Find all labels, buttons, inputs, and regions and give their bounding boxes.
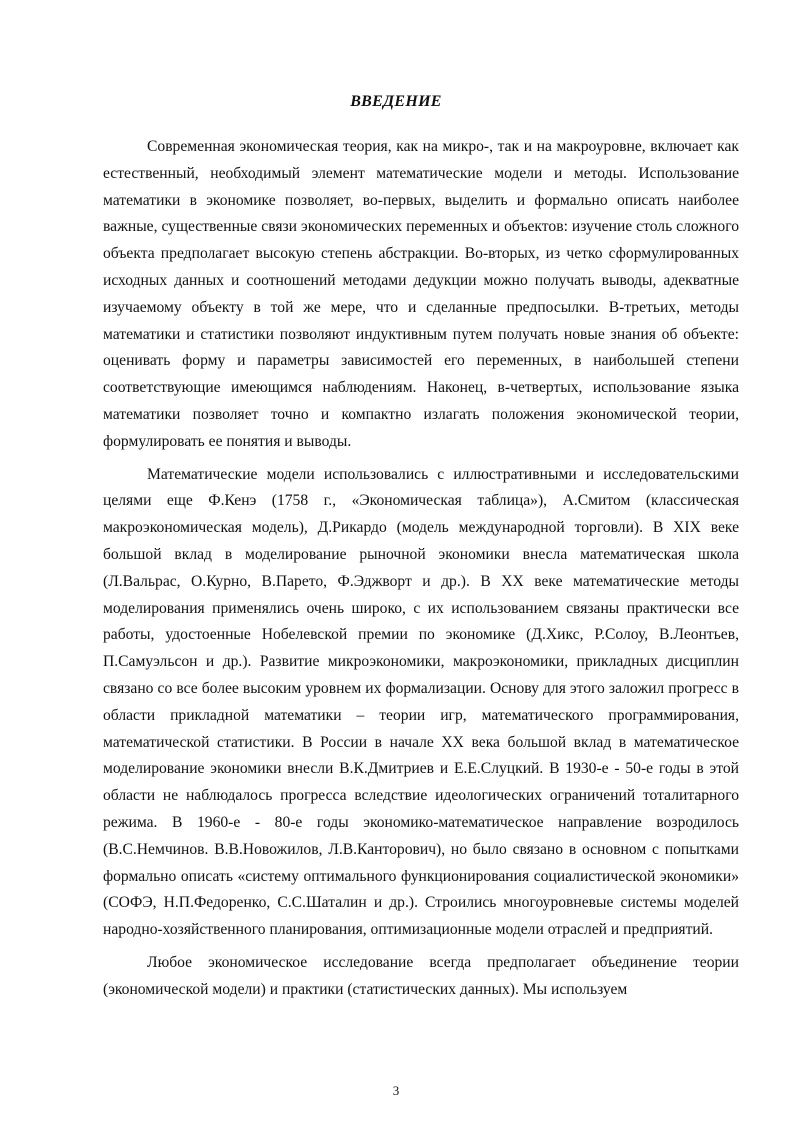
paragraph-history: Математические модели использовались с иллюстративными и исследовательскими целями еще Ф.Кенэ (1758 г., «Экономическая таблица»), А.Смитом (классическая макроэкономическая модель), Д.Рикардо (модель международной торговли). В XIX веке большой вклад в моделирование рыночной экономики внесла математическая школа (Л.Вальрас, О.Курно, В.Парето, Ф.Эджворт и др.). В XX веке математические методы моделирования применялись очень широко, с их использованием связаны практически все работы, удостоенные Нобелевской премии по экономике (Д.Хикс, Р.Солоу, В.Леонтьев, П.Самуэльсон и др.). Развитие микроэкономики, макроэкономики, прикладных дисциплин связано со все более высоким уровнем их формализации. Основу для этого заложил прогресс в области прикладной математики – теории игр, математического программирования, математической статистики. В России в начале XX века большой вклад в математическое моделирование экономики внесли В.К.Дмитриев и Е.Е.Слуцкий. В 1930-е - 50-е годы в этой области не наблюдалось прогресса вследствие идеологических ограничений тоталитарного режима. В 1960-е - 80-е годы экономико-математическое направление возродилось (В.С.Немчинов. В.В.Новожилов, Л.В.Канторович), но было связано в основном с попытками формально описать «систему оптимального функционирования социалистической экономики» (СОФЭ, Н.П.Федоренко, С.С.Шаталин и др.). Строились многоуровневые системы моделей народно-хозяйственного планирования, оптимизационные модели отраслей и предприятий. xyxy=(103,465,739,939)
paragraph-intro: Современная экономическая теория, как на микро-, так и на макроуровне, включает как естественный, необходимый элемент математические модели и методы. Использование математики в экономике позволяет, во-первых, выделить и формально описать наиболее важные, существенные связи экономических переменных и объектов: изучение столь сложного объекта предполагает высокую степень абстракции. Во-вторых, из четко сформулированных исходных данных и соотношений методами дедукции можно получать выводы, адекватные изучаемому объекту в той же мере, что и сделанные предпосылки. В-третьих, методы математики и статистики позволяют индуктивным путем получать новые знания об объекте: оценивать форму и параметры зависимостей его переменных, в наибольшей степени соответствующие имеющимся наблюдениям. Наконец, в-четвертых, использование языка математики позволяет точно и компактно излагать положения экономической теории, формулировать ее понятия и выводы. xyxy=(103,138,739,450)
body-text xyxy=(103,134,739,1004)
paragraph-research: Любое экономическое исследование всегда предполагает объединение теории (экономической модели) и практики (статистических данных). Мы используем xyxy=(103,953,739,998)
page-title: ВВЕДЕНИЕ xyxy=(350,93,442,110)
page-number: 3 xyxy=(392,1083,400,1098)
